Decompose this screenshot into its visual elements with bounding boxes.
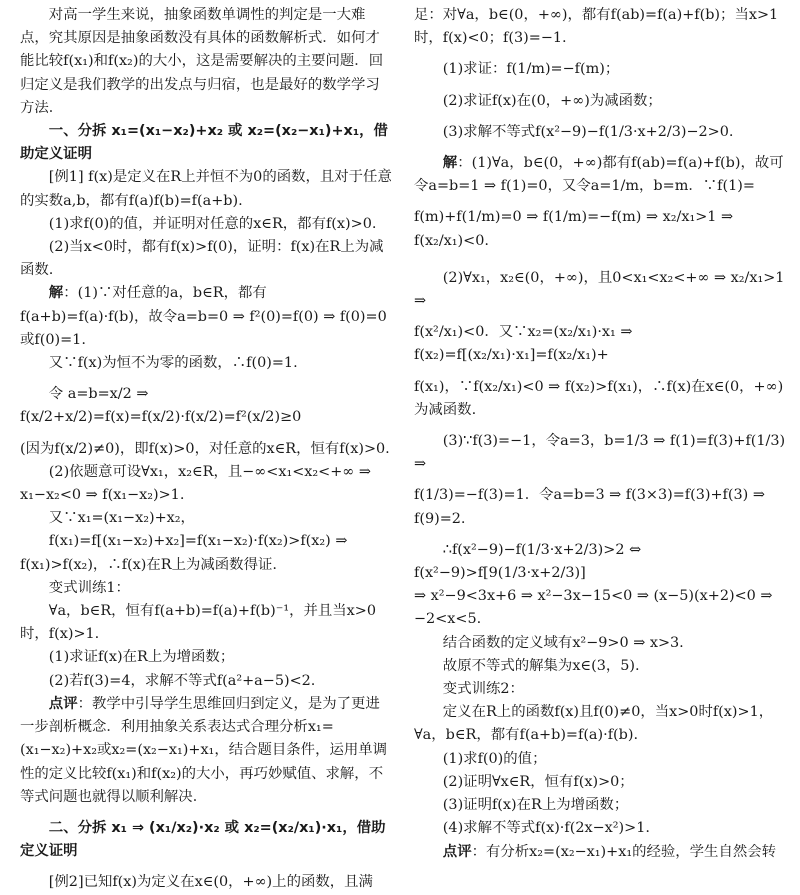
solution-2-part-2-a: (2)∀x₁，x₂∈(0，+∞)，且0<x₁<x₂<+∞ ⇒ x₂/x₁>1 ⇒: [414, 269, 785, 310]
right-column: [414, 4, 786, 864]
variant-2-question-4: (4)求解不等式f(x)·f(2x−x²)>1.: [442, 820, 650, 837]
solution-2-part-3-a: (3)∵f(3)=−1，令a=3，b=1/3 ⇒ f(1)=f(3)+f(1/3) ⇒: [414, 433, 786, 473]
solution-2-part-3-e: ⇒ x²−9<3x+6 ⇒ x²−3x−15<0 ⇒ (x−5)(x+2)<0 ⇒ −2<x<5.: [414, 588, 773, 628]
solution-1-part-1: [20, 282, 392, 352]
solution-2-part-3-g: 故原不等式的解集为x∈(3，5).: [442, 657, 640, 674]
variant-1-question-1: (1)求证f(x)在R上为增函数；: [48, 649, 235, 666]
solution-2-line-b: f(m)+f(1/m)=0 ⇒ f(1/m)=−f(m) ⇒ x₂/x₁>1 ⇒ f(x₂/x₁)<0.: [414, 209, 734, 249]
solution-1-line-d: (因为f(x/2)≠0)，即f(x)>0，对任意的x∈R，恒有f(x)>0.: [20, 440, 390, 457]
variant-1-stem: ∀a，b∈R，恒有f(a+b)=f(a)+f(b)⁻¹，并且当x>0时，f(x)>1.: [20, 603, 377, 643]
comment-1: [20, 693, 392, 809]
variant-2-question-3: (3)证明f(x)在R上为增函数；: [442, 797, 629, 814]
solution-2-part-3-f: 结合函数的定义域有x²−9>0 ⇒ x>3.: [442, 634, 684, 651]
variant-2-title: 变式训练2：: [442, 681, 524, 698]
solution-2-part-2-d: 为减函数.: [414, 401, 477, 418]
solution-2-part-3-b: f(1/3)=−f(3)=1．令a=b=3 ⇒ f(3×3)=f(3)+f(3) ⇒: [414, 487, 765, 504]
solution-2-part-3-c: f(9)=2.: [414, 510, 466, 527]
solution-2-text: ：(1)∀a，b∈(0，+∞)都有f(ab)=f(a)+f(b)，故可令a=b=1 ⇒ f(1)=0，又令a=1/m，b=m．∵f(1)=: [414, 155, 784, 195]
variant-2-question-2: (2)证明∀x∈R，恒有f(x)>0；: [442, 773, 634, 790]
comment-label: 点评: [442, 843, 472, 860]
solution-label: 解: [48, 285, 64, 302]
left-column: [20, 4, 392, 895]
example-1-stem: [例1] f(x)是定义在R上并恒不为0的函数，且对于任意的实数a,b，都有f(a)f(b)=f(a+b).: [20, 169, 392, 209]
solution-2-part-2-c: f(x₁)，∵f(x₂/x₁)<0 ⇒ f(x₂)>f(x₁)，∴f(x)在x∈(0，+∞): [414, 378, 784, 395]
example-2-question-1: (1)求证：f(1/m)=−f(m)；: [442, 61, 620, 78]
solution-1-line-c: 令 a=b=x/2 ⇒ f(x/2+x/2)=f(x)=f(x/2)·f(x/2)=f²(x/2)≥0: [20, 386, 302, 426]
solution-2-line-a: (2)依题意可设∀x₁，x₂∈R，且−∞<x₁<x₂<+∞ ⇒ x₁−x₂<0 ⇒ f(x₁−x₂)>1.: [20, 463, 371, 504]
section-1-title: 一、分拆 x₁=(x₁−x₂)+x₂ 或 x₂=(x₂−x₁)+x₁，借助定义证明: [20, 123, 388, 163]
variant-2-question-1: (1)求f(0)的值；: [442, 750, 547, 767]
example-2-question-3: (3)求解不等式f(x²−9)−f(1/3·x+2/3)−2>0.: [442, 123, 734, 140]
solution-2-line-c: f(x₁)=f[(x₁−x₂)+x₂]=f(x₁−x₂)·f(x₂)>f(x₂) ⇒ f(x₁)>f(x₂)，∴f(x)在R上为减函数得证.: [20, 533, 348, 573]
intro-paragraph: 对高一学生来说，抽象函数单调性的判定是一大难点，究其原因是抽象函数没有具体的函数解析式．如何才能比较f(x₁)和f(x₂)的大小，这是需要解决的主要问题．回归定义是我们教学的出发点与归宿，也是最好的数学学习方法．: [20, 7, 384, 116]
comment-1-text: ：教学中引导学生思维回归到定义，是为了更进一步剖析概念．利用抽象关系表达式合理分析x₁=(x₁−x₂)+x₂或x₂=(x₂−x₁)+x₁，结合题目条件，运用单调性的定义比较f(x₁)和f(x₂)的大小，再巧妙赋值、求解，不等式问题也就得以顺利解决．: [20, 695, 388, 805]
section-2-title: 二、分拆 x₁ ⇒ (x₁/x₂)·x₂ 或 x₂=(x₂/x₁)·x₁，借助定义证明: [20, 819, 386, 860]
solution-label: 解: [442, 155, 458, 172]
variant-2-stem: 定义在R上的函数f(x)且f(0)≠0，当x>0时f(x)>1，∀a，b∈R，都有f(a+b)=f(a)·f(b).: [414, 704, 774, 744]
comment-2: [414, 841, 786, 864]
solution-2-part-3-d: ∴f(x²−9)−f(1/3·x+2/3)>2 ⇔ f(x²−9)>f[9(1/3·x+2/3)]: [414, 541, 642, 582]
example-2-question-2: (2)求证f(x)在(0，+∞)为减函数；: [442, 92, 662, 109]
comment-2-text: ：有分析x₂=(x₂−x₁)+x₁的经验，学生自然会转: [471, 843, 777, 860]
variant-1-title: 变式训练1：: [48, 579, 130, 596]
variant-1-question-2: (2)若f(3)=4，求解不等式f(a²+a−5)<2.: [48, 672, 316, 689]
example-1-question-1: (1)求f(0)的值，并证明对任意的x∈R，都有f(x)>0.: [48, 215, 377, 232]
solution-2-line-b: 又∵x₁=(x₁−x₂)+x₂，: [48, 510, 195, 527]
solution-2-part-1: [414, 152, 786, 198]
solution-2-part-2-b: f(x²/x₁)<0．又∵x₂=(x₂/x₁)·x₁ ⇒ f(x₂)=f[(x₂/x₁)·x₁]=f(x₂/x₁)+: [414, 324, 633, 364]
solution-1-text: ：(1)∵对任意的a，b∈R，都有f(a+b)=f(a)·f(b)，故令a=b=0 ⇒ f²(0)=f(0) ⇒ f(0)=0或f(0)=1.: [20, 285, 387, 348]
example-1-question-2: (2)当x<0时，都有f(x)>f(0)，证明：f(x)在R上为减函数.: [20, 239, 384, 279]
solution-1-line-b: 又∵f(x)为恒不为零的函数，∴f(0)=1.: [48, 355, 298, 372]
example-2-stem: [例2]已知f(x)为定义在x∈(0，+∞)上的函数，且满: [48, 874, 373, 891]
comment-label: 点评: [48, 695, 78, 712]
example-2-continuation: 足：对∀a，b∈(0，+∞)，都有f(ab)=f(a)+f(b)；当x>1时，f(x)<0；f(3)=−1.: [414, 7, 779, 47]
